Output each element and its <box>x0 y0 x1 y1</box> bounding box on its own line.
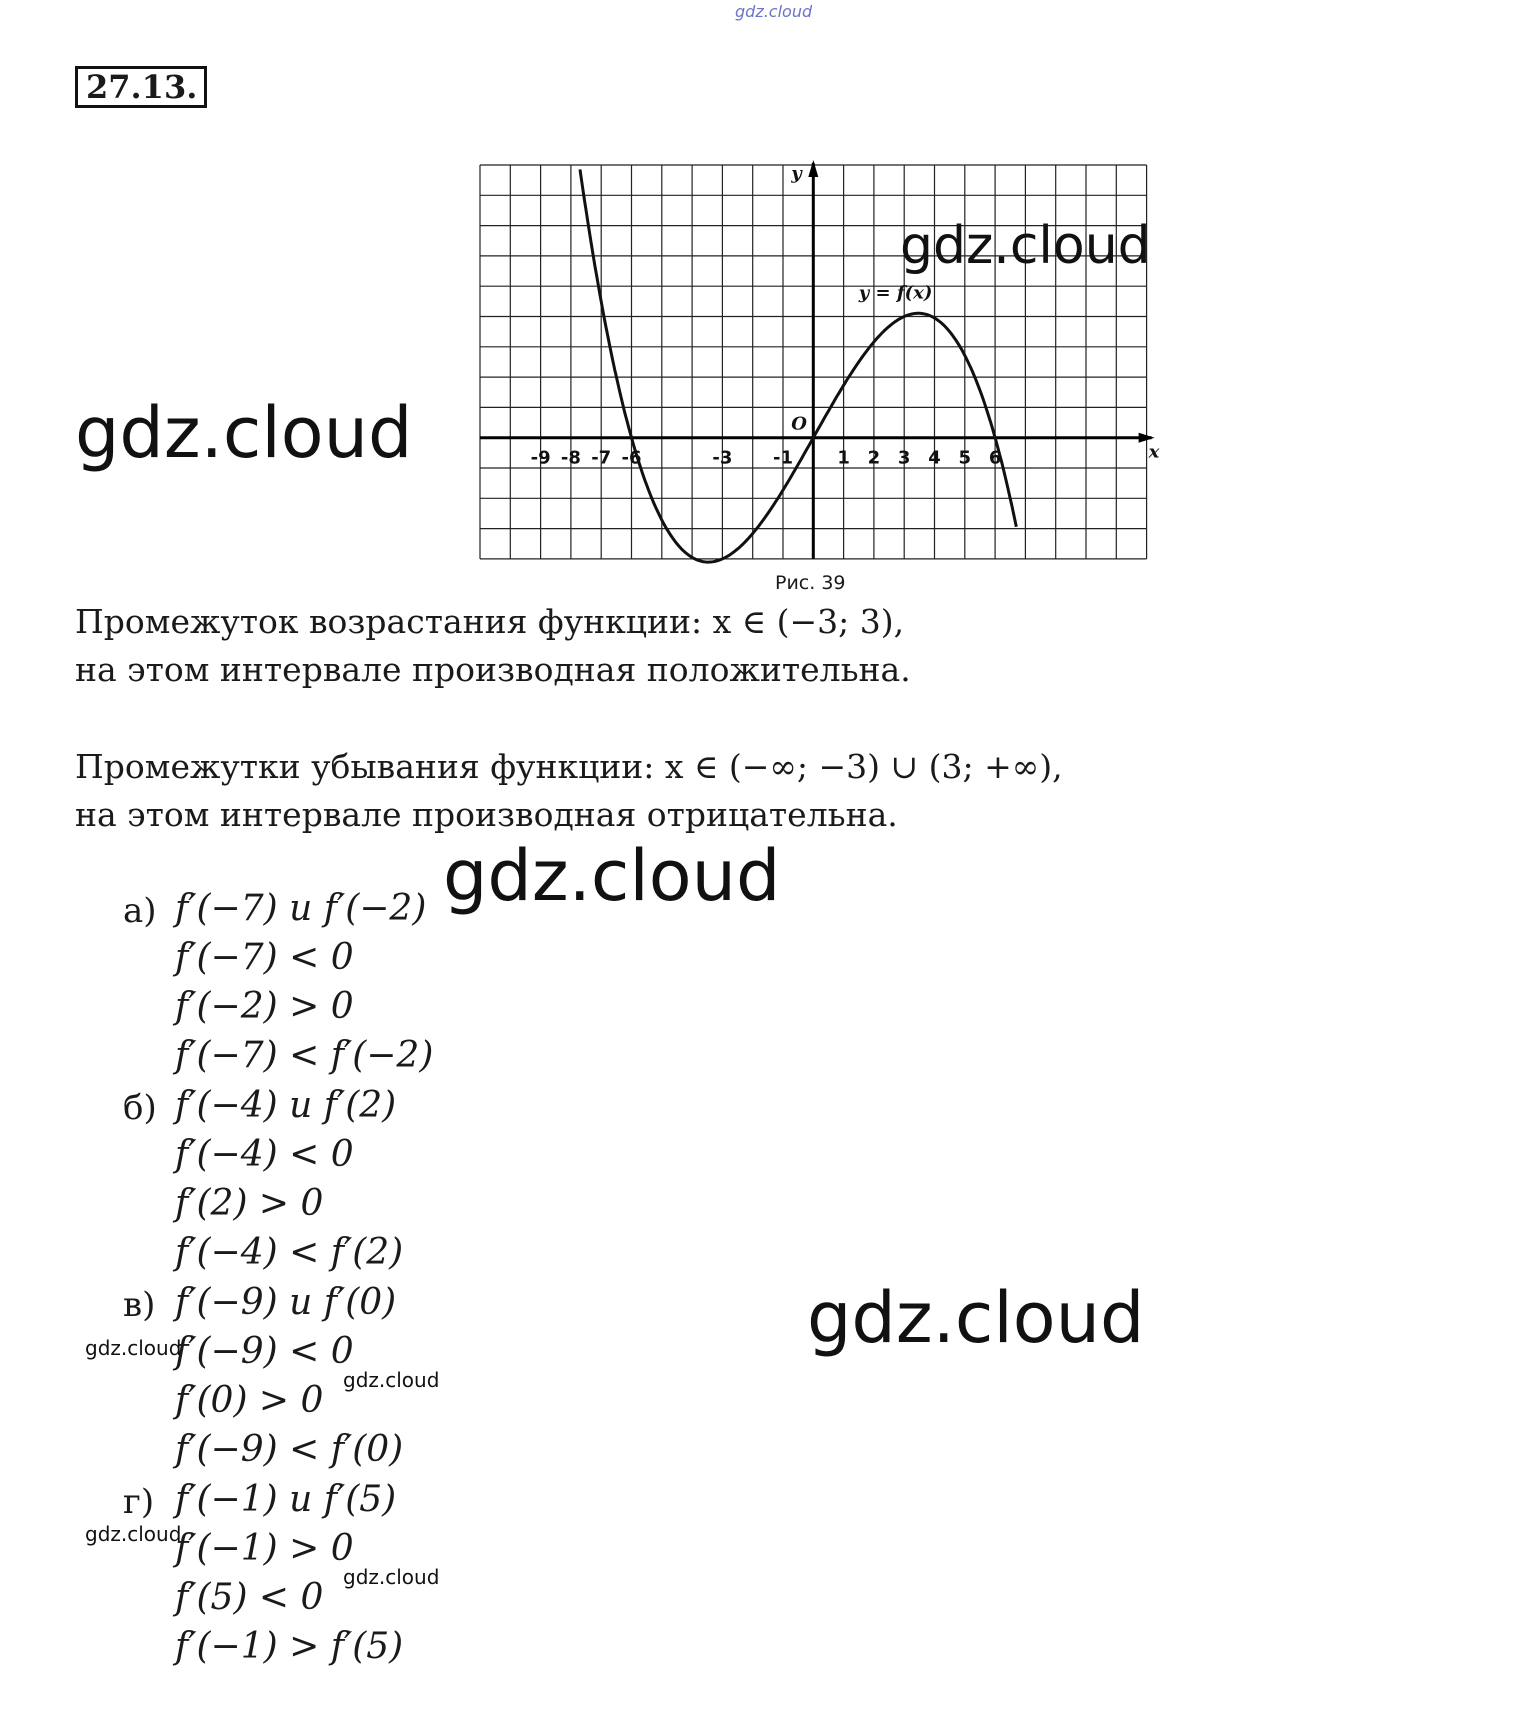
watermark-small-1: gdz.cloud <box>85 1336 182 1360</box>
x-tick-label: -8 <box>560 447 581 469</box>
part-g-line-3: f′(−1) > f′(5) <box>175 1626 404 1667</box>
x-tick-label: -9 <box>530 447 551 469</box>
x-tick-label: -1 <box>773 447 793 469</box>
watermark-big-3: gdz.cloud <box>807 1277 1145 1359</box>
watermark-graph: gdz.cloud <box>900 216 1151 276</box>
part-v-label: в) <box>123 1285 156 1325</box>
part-g-label: г) <box>123 1482 155 1522</box>
part-b-line-1: f′(−4) < 0 <box>175 1134 354 1175</box>
x-tick-label: 2 <box>867 447 881 469</box>
x-axis-label: x <box>1148 441 1160 463</box>
x-tick-label: 6 <box>988 447 1002 469</box>
part-v-line-1: f′(−9) < 0 <box>175 1331 354 1372</box>
part-a-line-2: f′(−2) > 0 <box>175 986 354 1027</box>
origin-label: O <box>791 413 807 435</box>
problem-number: 27.13. <box>75 66 207 108</box>
increase-line-2: на этом интервале производная положительна. <box>75 650 911 689</box>
watermark-small-3: gdz.cloud <box>85 1522 182 1546</box>
watermark-big-2: gdz.cloud <box>443 835 781 917</box>
part-b-line-3: f′(−4) < f′(2) <box>175 1232 404 1273</box>
x-tick-label: 3 <box>897 447 911 469</box>
x-tick-label: -7 <box>591 447 612 469</box>
x-tick-label: 1 <box>837 447 850 469</box>
x-tick-label: 5 <box>958 447 972 469</box>
watermark-small-4: gdz.cloud <box>343 1565 440 1589</box>
y-axis-label: y <box>791 163 802 184</box>
part-v-line-3: f′(−9) < f′(0) <box>175 1429 404 1470</box>
part-g-line-2: f′(5) < 0 <box>175 1577 324 1618</box>
y-axis-arrow <box>808 160 818 177</box>
part-b-line-2: f′(2) > 0 <box>175 1183 324 1224</box>
watermark-small-2: gdz.cloud <box>343 1368 440 1392</box>
figure-caption: Рис. 39 <box>775 572 846 594</box>
x-tick-label: -3 <box>712 447 733 469</box>
top-watermark: gdz.cloud <box>735 2 813 21</box>
decrease-line-2: на этом интервале производная отрицательна. <box>75 795 898 834</box>
part-g-header: f′(−1) и f′(5) <box>175 1479 397 1520</box>
watermark-big-1: gdz.cloud <box>75 392 413 474</box>
part-a-line-1: f′(−7) < 0 <box>175 937 354 978</box>
decrease-line-1: Промежутки убывания функции: x ∈ (−∞; −3) ∪ (3; +∞), <box>75 747 1063 786</box>
part-b-header: f′(−4) и f′(2) <box>175 1085 397 1126</box>
part-v-header: f′(−9) и f′(0) <box>175 1282 397 1323</box>
increase-line-1: Промежуток возрастания функции: x ∈ (−3; 3), <box>75 602 905 641</box>
part-b-label: б) <box>123 1088 157 1128</box>
part-a-line-3: f′(−7) < f′(−2) <box>175 1035 434 1076</box>
x-tick-label: 4 <box>928 447 941 469</box>
part-g-line-1: f′(−1) > 0 <box>175 1528 354 1569</box>
part-a-header: f′(−7) и f′(−2) <box>175 888 427 929</box>
x-tick-label: -6 <box>621 447 642 469</box>
curve-label: y = f(x) <box>858 282 933 304</box>
part-v-line-2: f′(0) > 0 <box>175 1380 324 1421</box>
part-a-label: а) <box>123 891 157 931</box>
